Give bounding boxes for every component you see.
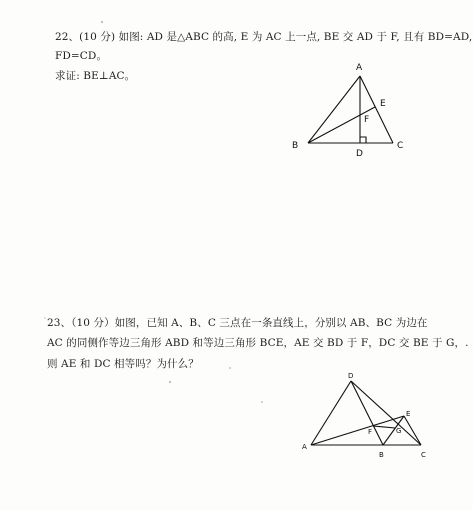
label-B-22: B [292, 141, 299, 151]
label-F-23: F [368, 428, 373, 436]
label-A-22: A [356, 63, 363, 73]
segment-BE [308, 107, 375, 143]
segment-AD [311, 381, 351, 445]
label-E-23: E [406, 410, 411, 418]
segment-DB [351, 381, 383, 445]
label-C-23: C [421, 451, 426, 459]
label-E-22: E [380, 99, 386, 109]
problem-23-statement-line2: AC 的同侧作等边三角形 ABD 和等边三角形 BCE，AE 交 BD 于 F，DC 交 BE 于 G，. [47, 337, 469, 349]
segment-AB [308, 76, 360, 143]
label-C-22: C [397, 141, 404, 151]
label-A-23: A [302, 443, 307, 451]
segment-EC [404, 416, 421, 445]
label-G-23: G [396, 427, 402, 435]
segment-AC [360, 76, 393, 143]
label-F-22: F [364, 115, 370, 125]
problem-22-statement-line2: FD=CD。 [55, 50, 108, 62]
right-angle-mark-D [360, 137, 366, 143]
segment-FG [373, 426, 395, 428]
label-D-22: D [356, 149, 363, 159]
label-B-23: B [379, 451, 384, 459]
problem-23-figure [311, 381, 421, 445]
problem-22-statement-line1: 22、(10 分) 如图: AD 是△ABC 的高, E 为 AC 上一点, BE 交 AD 于 F, 且有 BD=AD, [55, 31, 473, 43]
problem-23-question-line: 则 AE 和 DC 相等吗？为什么？ [47, 358, 199, 370]
problem-22-prove-line: 求证: BE⊥AC。 [55, 70, 136, 82]
segment-DC [351, 381, 421, 445]
label-D-23: D [348, 372, 354, 380]
segment-AE [311, 416, 404, 445]
problem-23-statement-line1: 23、（10 分）如图，已知 A、B、C 三点在一条直线上，分别以 AB、BC 为边在 [47, 317, 428, 329]
